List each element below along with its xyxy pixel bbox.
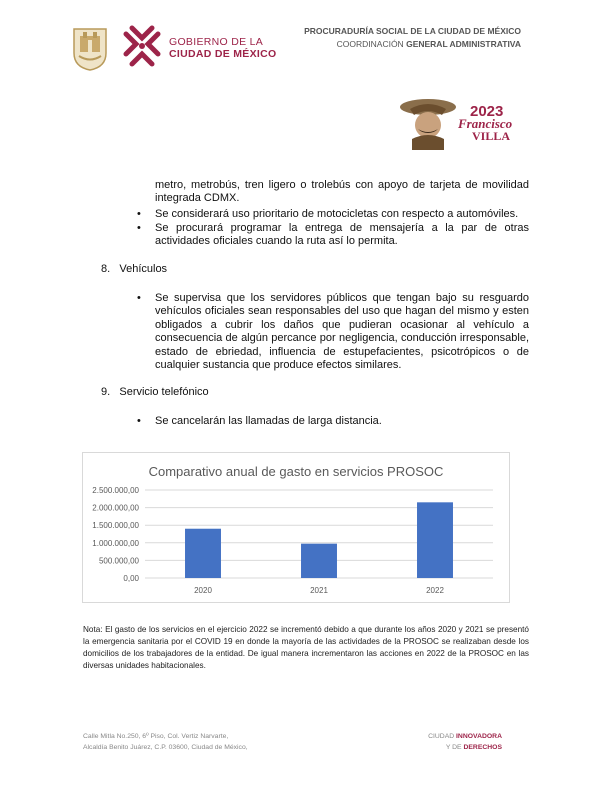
- x-tick-label: 2021: [310, 586, 328, 595]
- bullet-point: •: [137, 208, 141, 220]
- bullet-moto: Se considerará uso prioritario de motocicletas con respecto a automóviles.: [155, 208, 519, 220]
- y-tick-label: 0,00: [123, 574, 139, 583]
- address-line-1: Calle Mitla No.250, 6º Piso, Col. Vertiz Narvarte,: [83, 733, 229, 740]
- y-tick-label: 1.000.000,00: [92, 538, 139, 548]
- bar-2021: [301, 544, 337, 578]
- cdmx-coat-of-arms-icon: [70, 27, 110, 71]
- org-name: PROCURADURÍA SOCIAL DE LA CIUDAD DE MÉXICO: [304, 26, 521, 36]
- bar-2022: [417, 502, 453, 578]
- y-tick-label: 1.500.000,00: [92, 521, 139, 531]
- dept-name: COORDINACIÓN GENERAL ADMINISTRATIVA: [336, 39, 521, 49]
- chart-svg: [83, 453, 509, 602]
- gov-name: [169, 36, 276, 60]
- y-tick-label: 500.000,00: [98, 556, 139, 566]
- gov-line1: GOBIERNO DE LA: [169, 36, 264, 48]
- address-line-2: Alcaldía Benito Juárez, C.P. 03600, Ciudad de México,: [83, 744, 248, 751]
- bullet-point: •: [137, 222, 141, 234]
- bullet-telefono: Se cancelarán las llamadas de larga distancia.: [155, 415, 382, 427]
- slogan-line-1: CIUDAD INNOVADORA: [428, 733, 502, 740]
- y-tick-label: 2.000.000,00: [92, 503, 139, 513]
- page-header: [0, 0, 611, 150]
- section-8-heading: 8. Vehículos: [101, 263, 168, 275]
- bullet-vehiculos: Se supervisa que los servidores públicos que tengan bajo su resguardo vehículos oficiales sean responsables del uso que hagan del mismo y esten obligados a cubrir los daños que pudieran ocasionar al vehículo a consecuencia de algún percance por negligencia, conducción irresponsable, estado de ebriedad, influencia de estupefacientes, psicotrópicos o de cualquier sustancia que produce efectos similares.: [155, 292, 529, 372]
- y-tick-label: 2.500.000,00: [92, 486, 139, 495]
- x-tick-label: 2022: [426, 586, 444, 595]
- chart-title: Comparativo anual de gasto en servicios PROSOC: [148, 464, 444, 479]
- footer-address: [83, 731, 248, 753]
- chart-note: Nota: El gasto de los servicios en el ejercicio 2022 se incrementó debido a que durante los años 2020 y 2021 se presentó la emergencia sanitaria por el COVID 19 en donde la mayoría de las actividades de la PROSOC se realizaban desde los domicilios de los trabajadores de la entidad. De igual manera incrementaron las acciones en 2022 de la PROSOC en las diversas unidades habitacionales.: [83, 625, 529, 670]
- gobierno-cdmx-logo-icon: [120, 24, 164, 68]
- badge-year: 2023: [470, 103, 504, 120]
- bullet-point: •: [137, 292, 141, 304]
- francisco-villa-2023-badge: [398, 95, 530, 150]
- bar-2020: [185, 529, 221, 578]
- footer-slogan: [428, 731, 502, 753]
- continued-bullet-text: metro, metrobús, tren ligero o trolebús con apoyo de tarjeta de movilidad integrada CDMX.: [155, 179, 529, 205]
- header-org-block: [304, 25, 521, 51]
- badge-name1: Francisco: [458, 116, 513, 131]
- bullet-mensajeria: Se procurará programar la entrega de mensajería a la par de otras actividades oficiales cuando la ruta así lo permita.: [155, 222, 529, 248]
- badge-name2: VILLA: [472, 129, 511, 143]
- gov-line2: CIUDAD DE MÉXICO: [169, 48, 277, 60]
- expense-chart: [82, 452, 510, 603]
- section-9-heading: 9. Servicio telefónico: [101, 386, 209, 398]
- slogan-line-2: Y DE DERECHOS: [445, 744, 502, 751]
- bullet-point: •: [137, 415, 141, 427]
- x-tick-label: 2020: [194, 586, 212, 595]
